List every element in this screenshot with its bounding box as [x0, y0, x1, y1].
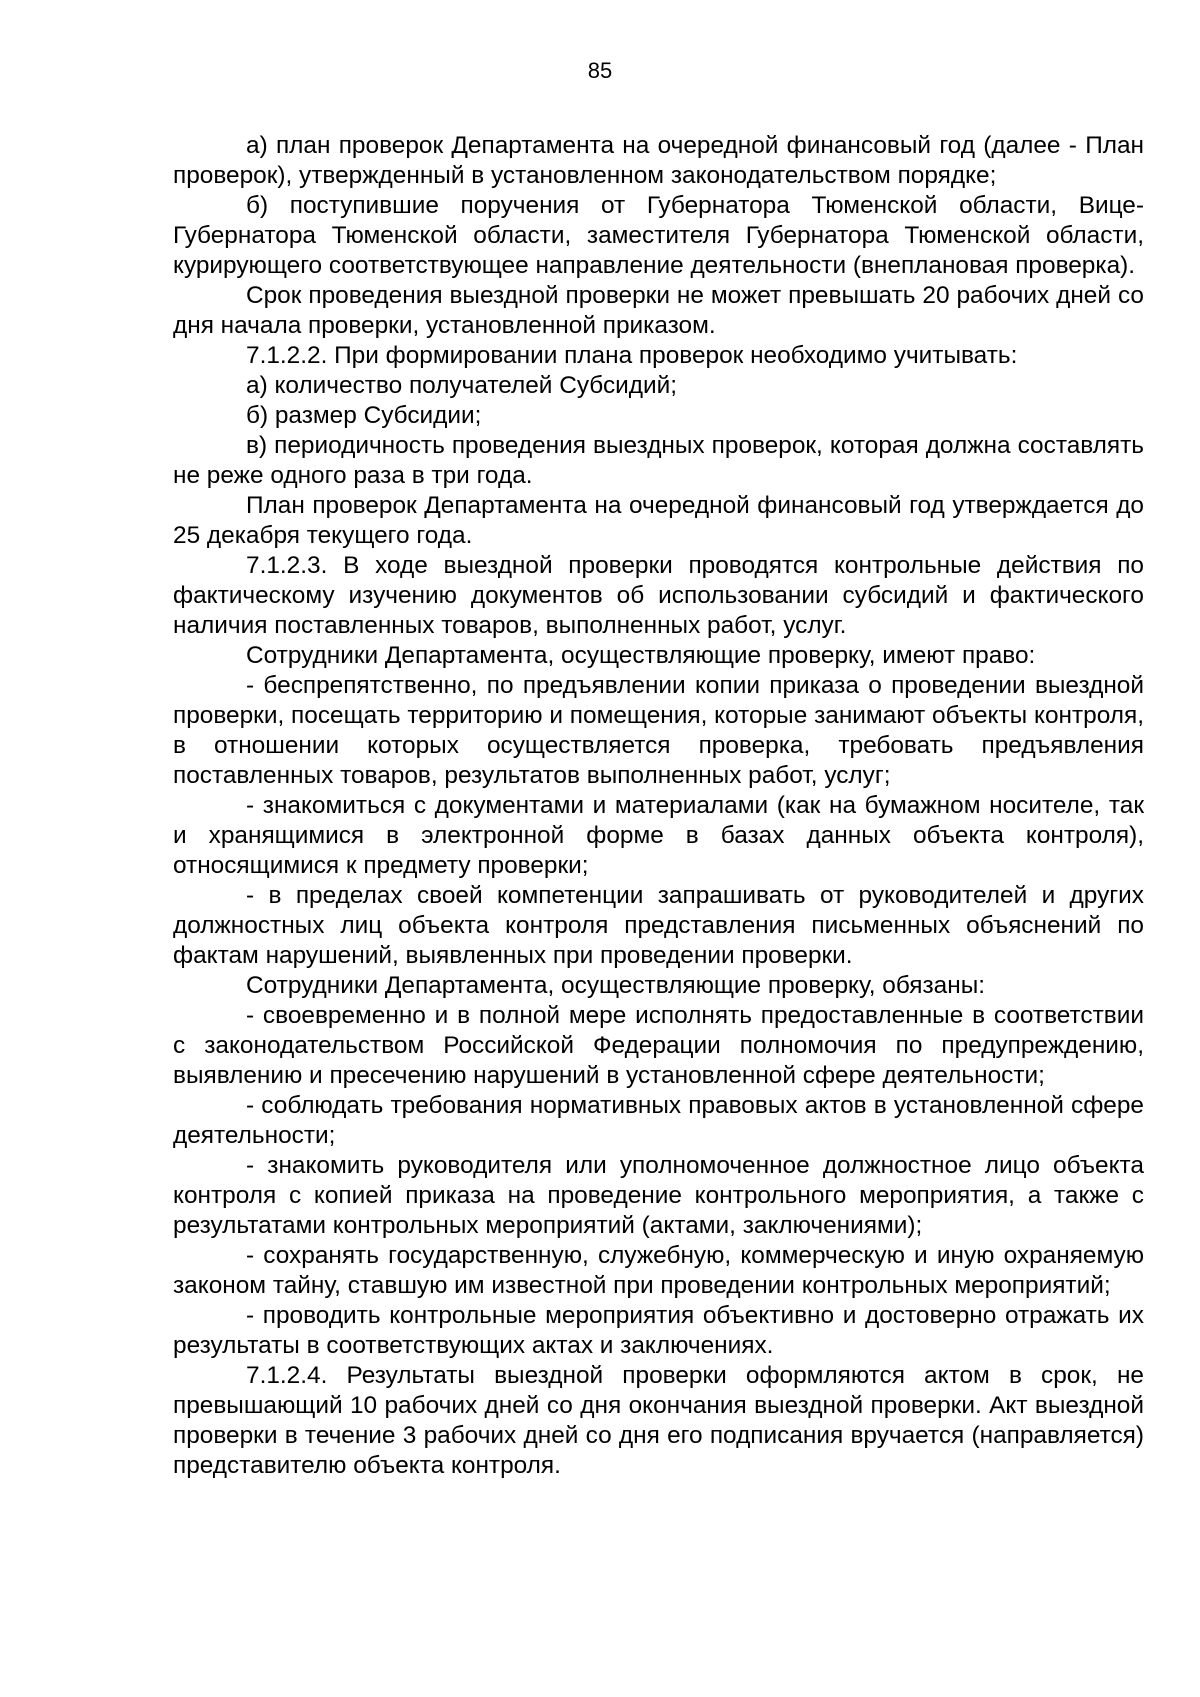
- paragraph: - в пределах своей компетенции запрашивать от руководителей и других должностных лиц объекта контроля представления письменных объяснений по фактам нарушений, выявленных при проведении проверки.: [173, 882, 1144, 969]
- paragraph: а) количество получателей Субсидий;: [246, 372, 678, 399]
- paragraph: б) поступившие поручения от Губернатора Тюменской области, Вице-Губернатора Тюменской области, заместителя Губернатора Тюменской области, курирующего соответствующее направление деятельности (внеплановая проверка).: [173, 192, 1144, 279]
- paragraph: 7.1.2.3. В ходе выездной проверки проводятся контрольные действия по фактическому изучению документов об использовании субсидий и фактического наличия поставленных товаров, выполненных работ, услуг.: [173, 552, 1144, 639]
- document-body: [173, 131, 1144, 1481]
- paragraph: Срок проведения выездной проверки не может превышать 20 рабочих дней со дня начала проверки, установленной приказом.: [173, 282, 1144, 339]
- paragraph: План проверок Департамента на очередной финансовый год утверждается до 25 декабря текущего года.: [173, 492, 1144, 549]
- paragraph: б) размер Субсидии;: [246, 402, 482, 429]
- paragraph: - проводить контрольные мероприятия объективно и достоверно отражать их результаты в соответствующих актах и заключениях.: [173, 1302, 1144, 1359]
- page-number: 85: [587, 58, 613, 83]
- paragraph: - своевременно и в полной мере исполнять предоставленные в соответствии с законодательством Российской Федерации полномочия по предупреждению, выявлению и пресечению нарушений в установленной сфере деятельности;: [173, 1002, 1144, 1089]
- paragraph: - знакомить руководителя или уполномоченное должностное лицо объекта контроля с копией приказа на проведение контрольного мероприятия, а также с результатами контрольных мероприятий (актами, заключениями);: [173, 1152, 1144, 1239]
- paragraph: - беспрепятственно, по предъявлении копии приказа о проведении выездной проверки, посещать территорию и помещения, которые занимают объекты контроля, в отношении которых осуществляется проверка, требовать предъявления поставленных товаров, результатов выполненных работ, услуг;: [173, 672, 1144, 789]
- paragraph: - сохранять государственную, служебную, коммерческую и иную охраняемую законом тайну, ставшую им известной при проведении контрольных мероприятий;: [173, 1242, 1144, 1299]
- paragraph: 7.1.2.2. При формировании плана проверок необходимо учитывать:: [246, 342, 1018, 369]
- paragraph: Сотрудники Департамента, осуществляющие проверку, имеют право:: [246, 642, 1036, 669]
- paragraph: 7.1.2.4. Результаты выездной проверки оформляются актом в срок, не превышающий 10 рабочих дней со дня окончания выездной проверки. Акт выездной проверки в течение 3 рабочих дней со дня его подписания вручается (направляется) представителю объекта контроля.: [173, 1362, 1144, 1479]
- paragraph: а) план проверок Департамента на очередной финансовый год (далее - План проверок), утвержденный в установленном законодательством порядке;: [173, 132, 1144, 189]
- paragraph: - знакомиться с документами и материалами (как на бумажном носителе, так и хранящимися в электронной форме в базах данных объекта контроля), относящимися к предмету проверки;: [173, 792, 1144, 879]
- paragraph: в) периодичность проведения выездных проверок, которая должна составлять не реже одного раза в три года.: [173, 432, 1144, 489]
- paragraph: - соблюдать требования нормативных правовых актов в установленной сфере деятельности;: [173, 1092, 1144, 1149]
- paragraph: Сотрудники Департамента, осуществляющие проверку, обязаны:: [246, 972, 986, 999]
